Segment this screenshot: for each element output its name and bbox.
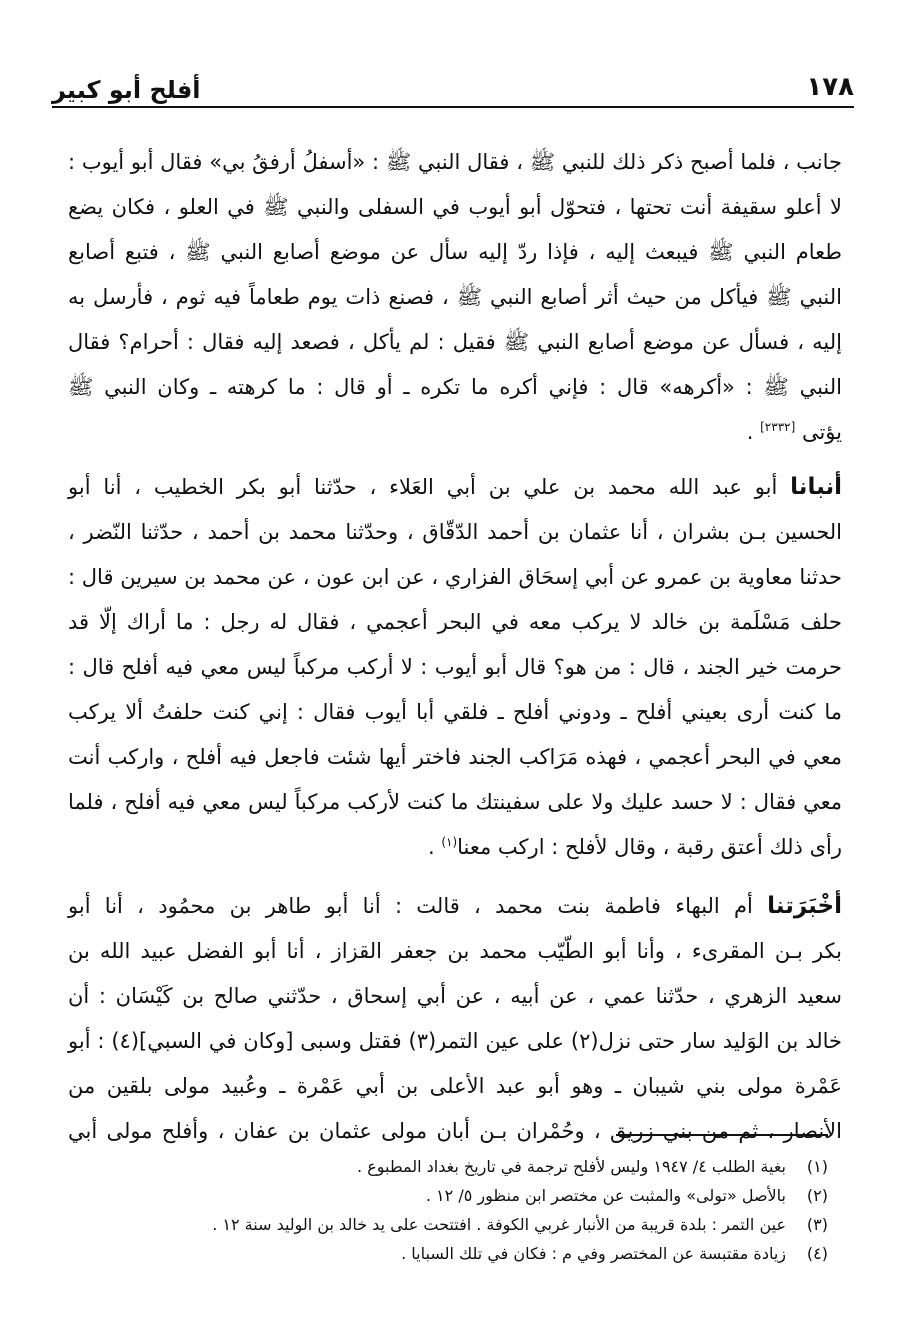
text-fragment: أبو عبد الله محمد بن علي بن أبي العَلاء ، حدّثنا أبو بكر الخطيب ، أنا أبو — [68, 475, 778, 499]
text-line: حدثنا معاوية بن عمرو عن أبي إسحَاق الفزاري ، عن ابن عون ، عن محمد بن سيرين قال : — [68, 565, 842, 589]
footnote-number: (٣) — [806, 1215, 828, 1234]
text-line: إليه ، فسأل عن موضع أصابع النبي ﷺ فقيل : لم يأكل ، فصعد إليه فقال : أحرام؟ فقال — [68, 330, 842, 354]
text-fragment: رأى ذلك أعتق رقبة ، وقال لأفلح : اركب معنا — [457, 835, 842, 859]
footnote-text: زيادة مقتبسة عن المختصر وفي م : فكان في تلك السبايا . — [401, 1244, 786, 1263]
page-number: ١٧٨ — [806, 72, 854, 102]
running-title: أفلح أبو كبير — [52, 76, 201, 104]
footnotes — [70, 1152, 828, 1268]
text-line: النبي ﷺ فيأكل من حيث أثر أصابع النبي ﷺ ، فصنع ذات يوم طعاماً فيه ثوم ، فأرسل به — [68, 285, 842, 309]
paragraph-3 — [68, 884, 842, 1154]
text-line: حرمت خير الجند ، قال : من هو؟ قال أبو أيوب : لا أركب مركباً ليس معي فيه أفلح قال : — [68, 655, 842, 679]
footnote — [70, 1152, 828, 1181]
footnote-text: بغية الطلب ٤/ ١٩٤٧ وليس لأفلح ترجمة في تاريخ بغداد المطبوع . — [357, 1157, 786, 1176]
paragraph-1 — [68, 140, 842, 455]
text-line-last: يؤتى [٢٣٣٢] . — [746, 420, 842, 444]
text-fragment: يؤتى — [801, 420, 842, 444]
footnote-text: عين التمر : بلدة قريبة من الأنبار غربي الكوفة . افتتحت على يد خالد بن الوليد سنة ١٢ . — [212, 1215, 786, 1234]
text-line: جانب ، فلما أصبح ذكر ذلك للنبي ﷺ ، فقال النبي ﷺ : «أسفلُ أرفقُ بي» فقال أبو أيوب : — [68, 150, 842, 174]
text-line: سعيد الزهري ، حدّثنا عمي ، عن أبيه ، عن أبي إسحاق ، حدّثني صالح بن كَيْسَان : أن — [68, 984, 842, 1008]
text-line-last: رأى ذلك أعتق رقبة ، وقال لأفلح : اركب معنا$^{(١)}$ . — [427, 835, 842, 859]
text-line: ما كنت أرى بعيني أفلح ـ ودوني أفلح ـ فلقي أبا أيوب فقال : إني كنت حلفتُ ألا يركب — [68, 700, 842, 724]
isnad-lead: أخْبَرَتنا — [767, 893, 842, 919]
text-line — [68, 465, 842, 510]
text-line: النبي ﷺ : «أكرهه» قال : فإني أكره ما تكره ـ أو قال : ما كرهته ـ وكان النبي ﷺ — [68, 375, 842, 399]
footnote-ref: (١) — [441, 835, 458, 849]
footnote — [70, 1181, 828, 1210]
footnote-divider — [616, 1134, 828, 1136]
text-line: طعام النبي ﷺ فيبعث إليه ، فإذا ردّ إليه سأل عن موضع أصابع النبي ﷺ ، فتبع أصابع — [68, 240, 842, 264]
footnote — [70, 1239, 828, 1268]
text-line: الأنصار ، ثم من بني زريق ، وحُمْران بـن أبان مولى عثمان بن عفان ، وأفلح مولى أبي — [68, 1119, 842, 1143]
text-line: عَمْرة مولى بني شيبان ـ وهو أبو عبد الأعلى بن أبي عَمْرة ـ وعُبيد مولى بلقين من — [68, 1074, 842, 1098]
footnote-number: (١) — [806, 1157, 828, 1176]
hadith-number: [٢٣٣٢] — [760, 420, 796, 434]
text-line: حلف مَسْلَمة بن خالد لا يركب معه في البحر أعجمي ، فقال له رجل : ما أراك إلّا قد — [68, 610, 842, 634]
paragraph-2 — [68, 465, 842, 870]
text-fragment: أم البهاء فاطمة بنت محمد ، قالت : أنا أبو طاهر بن محمُود ، أنا أبو — [68, 894, 753, 918]
text-line: خالد بن الوَليد سار حتى نزل(٢) على عين التمر(٣) فقتل وسبى [وكان في السبي](٤) : أبو — [68, 1029, 842, 1053]
text-line: بكر بـن المقرىء ، وأنا أبو الطّيّب محمد بن جعفر القزاز ، أنا أبو الفضل عبيد الله بن — [68, 939, 842, 963]
text-line: لا أعلو سقيفة أنت تحتها ، فتحوّل أبو أيوب في السفلى والنبي ﷺ في العلو ، فكان يضع — [68, 195, 842, 219]
footnote-number: (٢) — [806, 1186, 828, 1205]
text-line: الحسين بـن بشران ، أنا عثمان بن أحمد الدّقّاق ، وحدّثنا محمد بن أحمد ، حدّثنا النّضر ، — [68, 520, 842, 544]
footnote — [70, 1210, 828, 1239]
text-line: معي في البحر أعجمي ، فهذه مَرَاكب الجند فاختر أيها شئت فاجعل فيه أفلح ، واركب أنت — [68, 745, 842, 769]
main-text — [68, 140, 842, 1154]
footnote-text: بالأصل «تولى» والمثبت عن مختصر ابن منظور ٥/ ١٢ . — [425, 1186, 786, 1205]
footnote-number: (٤) — [806, 1244, 828, 1263]
text-line: معي فقال : لا حسد عليك ولا على سفينتك ما كنت لأركب مركباً ليس معي فيه أفلح ، فلما — [68, 790, 842, 814]
text-line — [68, 884, 842, 929]
isnad-lead: أنبانا — [790, 474, 842, 500]
running-header — [52, 62, 854, 108]
